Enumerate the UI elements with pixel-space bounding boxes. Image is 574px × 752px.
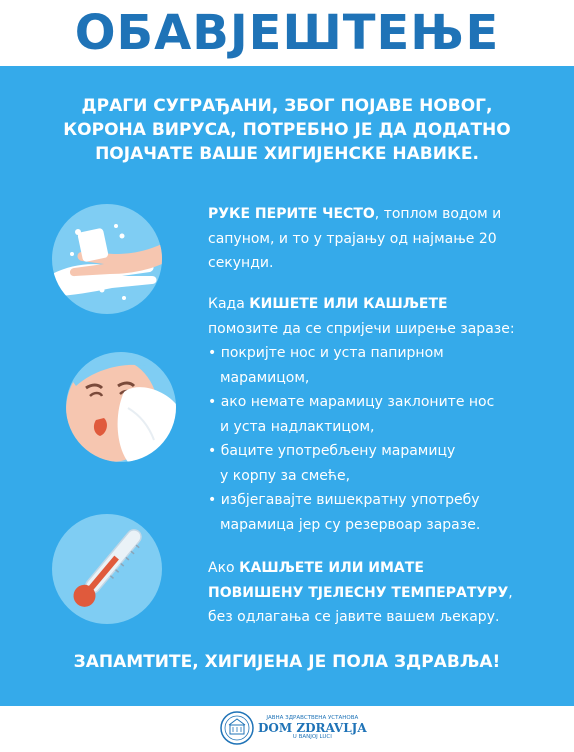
headline-line-1: ДРАГИ СУГРАЂАНИ, ЗБОГ ПОЈАВЕ НОВОГ, xyxy=(81,96,493,116)
sneezing-face-icon xyxy=(66,352,176,462)
headline xyxy=(20,94,554,166)
bullet-item xyxy=(208,439,515,488)
bullet-item xyxy=(208,390,515,439)
sneezing-intro-bold: КИШЕТЕ ИЛИ КАШЉЕТЕ xyxy=(249,296,448,312)
dom-zdravlja-seal-icon xyxy=(220,711,254,745)
hygiene-slogan: ЗАПАМТИТЕ, ХИГИЈЕНА ЈЕ ПОЛА ЗДРАВЉА! xyxy=(73,652,501,672)
page-title: ОБАВЈЕШТЕЊЕ xyxy=(74,5,500,61)
handwashing-line-3: секунди. xyxy=(208,255,274,271)
logo-text xyxy=(258,716,367,741)
dom-zdravlja-logo xyxy=(220,711,367,745)
thermometer-icon xyxy=(52,514,162,624)
logo-city: U BANJOJ LUCI xyxy=(292,734,332,740)
fever-prefix: Ако xyxy=(208,560,240,576)
handwashing-text xyxy=(208,202,501,276)
sneezing-text xyxy=(208,292,515,537)
fever-line-2 xyxy=(208,581,513,606)
headline-line-2: КОРОНА ВИРУСА, ПОТРЕБНО ЈЕ ДА ДОДАТНО xyxy=(63,120,511,140)
handwashing-bold: РУКЕ ПЕРИТЕ ЧЕСТО xyxy=(208,206,375,222)
fever-line-1 xyxy=(208,556,513,581)
bullet-item xyxy=(208,488,515,537)
bullet-line-2: марамицом, xyxy=(220,369,310,386)
bullet-line-1: • избјегавајте вишекратну употребу xyxy=(208,492,480,508)
notice-panel xyxy=(0,66,574,706)
logo-name: DOM ZDRAVLJA xyxy=(258,721,367,735)
sneezing-intro-line-2: помозите да се спријечи ширење заразе: xyxy=(208,320,515,337)
bullet-line-2: и уста надлактицом, xyxy=(220,418,375,435)
fever-bold-1: КАШЉЕТЕ ИЛИ ИМАТЕ xyxy=(239,560,424,576)
fever-line-3: без одлагања се јавите вашем љекару. xyxy=(208,609,500,625)
bullet-item xyxy=(208,341,515,390)
handwashing-rest: , топлом водом и xyxy=(374,206,502,222)
bullet-line-2: марамица јер су резервоар заразе. xyxy=(220,516,481,533)
footer-bar xyxy=(0,706,574,752)
logo-top-text: ЈАВНА ЗДРАВСТВЕНА УСТАНОВА xyxy=(266,714,359,721)
fever-bold-2: ПОВИШЕНУ ТЈЕЛЕСНУ ТЕМПЕРАТУРУ xyxy=(208,584,509,601)
sneezing-intro-line-1 xyxy=(208,292,515,317)
bullet-line-1: • баците употребљену марамицу xyxy=(208,443,456,459)
bullet-line-1: • ако немате марамицу заклоните нос xyxy=(208,394,495,410)
handwashing-line-2: сапуном, и то у трајању од најмање 20 xyxy=(208,230,497,247)
bullet-line-2: у корпу за смеће, xyxy=(220,467,351,484)
fever-text xyxy=(208,556,513,630)
header xyxy=(0,0,574,66)
bullet-line-1: • покријте нос и уста папирном xyxy=(208,345,444,361)
fever-comma: , xyxy=(508,584,513,601)
sneezing-intro-prefix: Када xyxy=(208,296,250,312)
hands-washing-icon xyxy=(52,204,162,314)
handwashing-line-1 xyxy=(208,202,501,227)
headline-line-3: ПОЈАЧАТЕ ВАШЕ ХИГИЈЕНСКЕ НАВИКЕ. xyxy=(95,144,479,164)
